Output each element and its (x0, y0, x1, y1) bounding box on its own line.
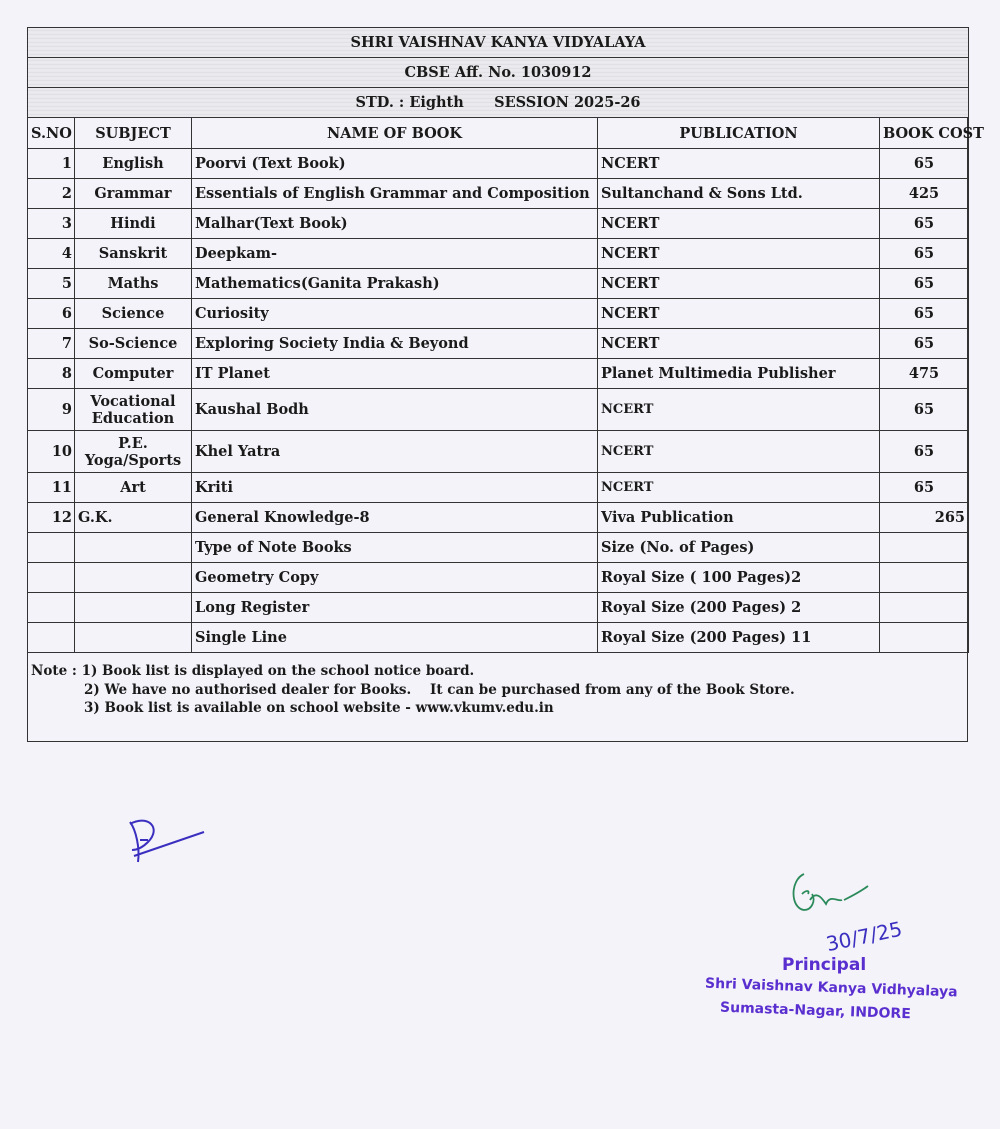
table-row (28, 179, 969, 209)
sno: 10 (28, 431, 75, 473)
publication: NCERT (598, 149, 880, 179)
notebook-row (28, 623, 969, 653)
cost: 65 (880, 389, 969, 431)
notebook-type: Geometry Copy (192, 563, 598, 593)
cost: 265 (880, 503, 969, 533)
book-name: Deepkam- (192, 239, 598, 269)
std-label: STD. : Eighth (355, 94, 464, 111)
col-subject: SUBJECT (75, 118, 192, 149)
notebook-type: Long Register (192, 593, 598, 623)
sno: 4 (28, 239, 75, 269)
book-name: Mathematics(Ganita Prakash) (192, 269, 598, 299)
col-cost: BOOK COST (880, 118, 969, 149)
subject (75, 389, 192, 431)
subject: Science (75, 299, 192, 329)
notebook-size: Size (No. of Pages) (598, 533, 880, 563)
table-row (28, 149, 969, 179)
cost: 65 (880, 431, 969, 473)
table-row (28, 209, 969, 239)
table-row (28, 431, 969, 473)
cost: 425 (880, 179, 969, 209)
notebook-row (28, 563, 969, 593)
table-row (28, 239, 969, 269)
cost: 65 (880, 329, 969, 359)
note-2: 2) We have no authorised dealer for Books. It can be purchased from any of the Book Store. (84, 681, 795, 698)
sno: 11 (28, 473, 75, 503)
col-sno: S.NO (28, 118, 75, 149)
subject-line1: P.E. (118, 434, 148, 452)
subject: Art (75, 473, 192, 503)
stamp-line2: Sumasta-Nagar, INDORE (719, 999, 912, 1023)
subject: G.K. (75, 503, 192, 533)
publication: NCERT (598, 389, 880, 431)
sno: 6 (28, 299, 75, 329)
sno: 12 (28, 503, 75, 533)
affiliation: CBSE Aff. No. 1030912 (28, 58, 969, 88)
col-publication: PUBLICATION (598, 118, 880, 149)
note-1: 1) Book list is displayed on the school notice board. (81, 663, 475, 679)
notebook-type: Type of Note Books (192, 533, 598, 563)
sno: 3 (28, 209, 75, 239)
publication: NCERT (598, 473, 880, 503)
std-session (28, 88, 969, 118)
book-list-table (27, 27, 984, 653)
table-row (28, 359, 969, 389)
book-name: Kriti (192, 473, 598, 503)
notebook-size: Royal Size (200 Pages) 11 (598, 623, 880, 653)
book-name: Exploring Society India & Beyond (192, 329, 598, 359)
publication: NCERT (598, 239, 880, 269)
principal-signature (782, 860, 912, 955)
book-name: General Knowledge-8 (192, 503, 598, 533)
table-row (28, 269, 969, 299)
publication: Viva Publication (598, 503, 880, 533)
book-name: Kaushal Bodh (192, 389, 598, 431)
table-row (28, 473, 969, 503)
sno: 1 (28, 149, 75, 179)
cost: 65 (880, 269, 969, 299)
subject: Grammar (75, 179, 192, 209)
book-name: Curiosity (192, 299, 598, 329)
publication: NCERT (598, 269, 880, 299)
sno: 2 (28, 179, 75, 209)
book-name: Khel Yatra (192, 431, 598, 473)
subject-line2: Yoga/Sports (84, 451, 182, 469)
book-name: Malhar(Text Book) (192, 209, 598, 239)
publication: Sultanchand & Sons Ltd. (598, 179, 880, 209)
sno: 9 (28, 389, 75, 431)
book-name: Poorvi (Text Book) (192, 149, 598, 179)
stamp-title: Principal (782, 955, 867, 975)
publication: Planet Multimedia Publisher (598, 359, 880, 389)
col-book: NAME OF BOOK (192, 118, 598, 149)
subject: English (75, 149, 192, 179)
publication: NCERT (598, 299, 880, 329)
cost: 65 (880, 149, 969, 179)
subject (75, 431, 192, 473)
subject: Computer (75, 359, 192, 389)
subject: Sanskrit (75, 239, 192, 269)
session-label: SESSION 2025-26 (494, 94, 641, 111)
sno: 5 (28, 269, 75, 299)
school-name: SHRI VAISHNAV KANYA VIDYALAYA (28, 28, 969, 58)
column-headers (28, 118, 969, 149)
note-3: 3) Book list is available on school website - www.vkumv.edu.in (84, 700, 554, 716)
cost: 65 (880, 299, 969, 329)
publication: NCERT (598, 431, 880, 473)
cost: 65 (880, 239, 969, 269)
table-row (28, 389, 969, 431)
stamp-line1: Shri Vaishnav Kanya Vidhyalaya (704, 975, 958, 1001)
table-row (28, 503, 969, 533)
subject: Hindi (75, 209, 192, 239)
sno: 8 (28, 359, 75, 389)
note-label: Note : (31, 663, 77, 679)
notebook-size: Royal Size ( 100 Pages)2 (598, 563, 880, 593)
notebook-row (28, 593, 969, 623)
notebook-type: Single Line (192, 623, 598, 653)
publication: NCERT (598, 329, 880, 359)
subject: Maths (75, 269, 192, 299)
cost: 65 (880, 209, 969, 239)
subject: So-Science (75, 329, 192, 359)
subject-line2: Education (91, 409, 175, 427)
cost: 65 (880, 473, 969, 503)
book-name: IT Planet (192, 359, 598, 389)
signature-date: 30/7/25 (823, 916, 905, 957)
subject-line1: Vocational (90, 392, 176, 410)
initials-signature (118, 810, 213, 870)
sno: 7 (28, 329, 75, 359)
notebook-size: Royal Size (200 Pages) 2 (598, 593, 880, 623)
notebook-row (28, 533, 969, 563)
publication: NCERT (598, 209, 880, 239)
book-name: Essentials of English Grammar and Composition (192, 179, 598, 209)
notes (31, 662, 795, 718)
table-row (28, 299, 969, 329)
cost: 475 (880, 359, 969, 389)
table-row (28, 329, 969, 359)
